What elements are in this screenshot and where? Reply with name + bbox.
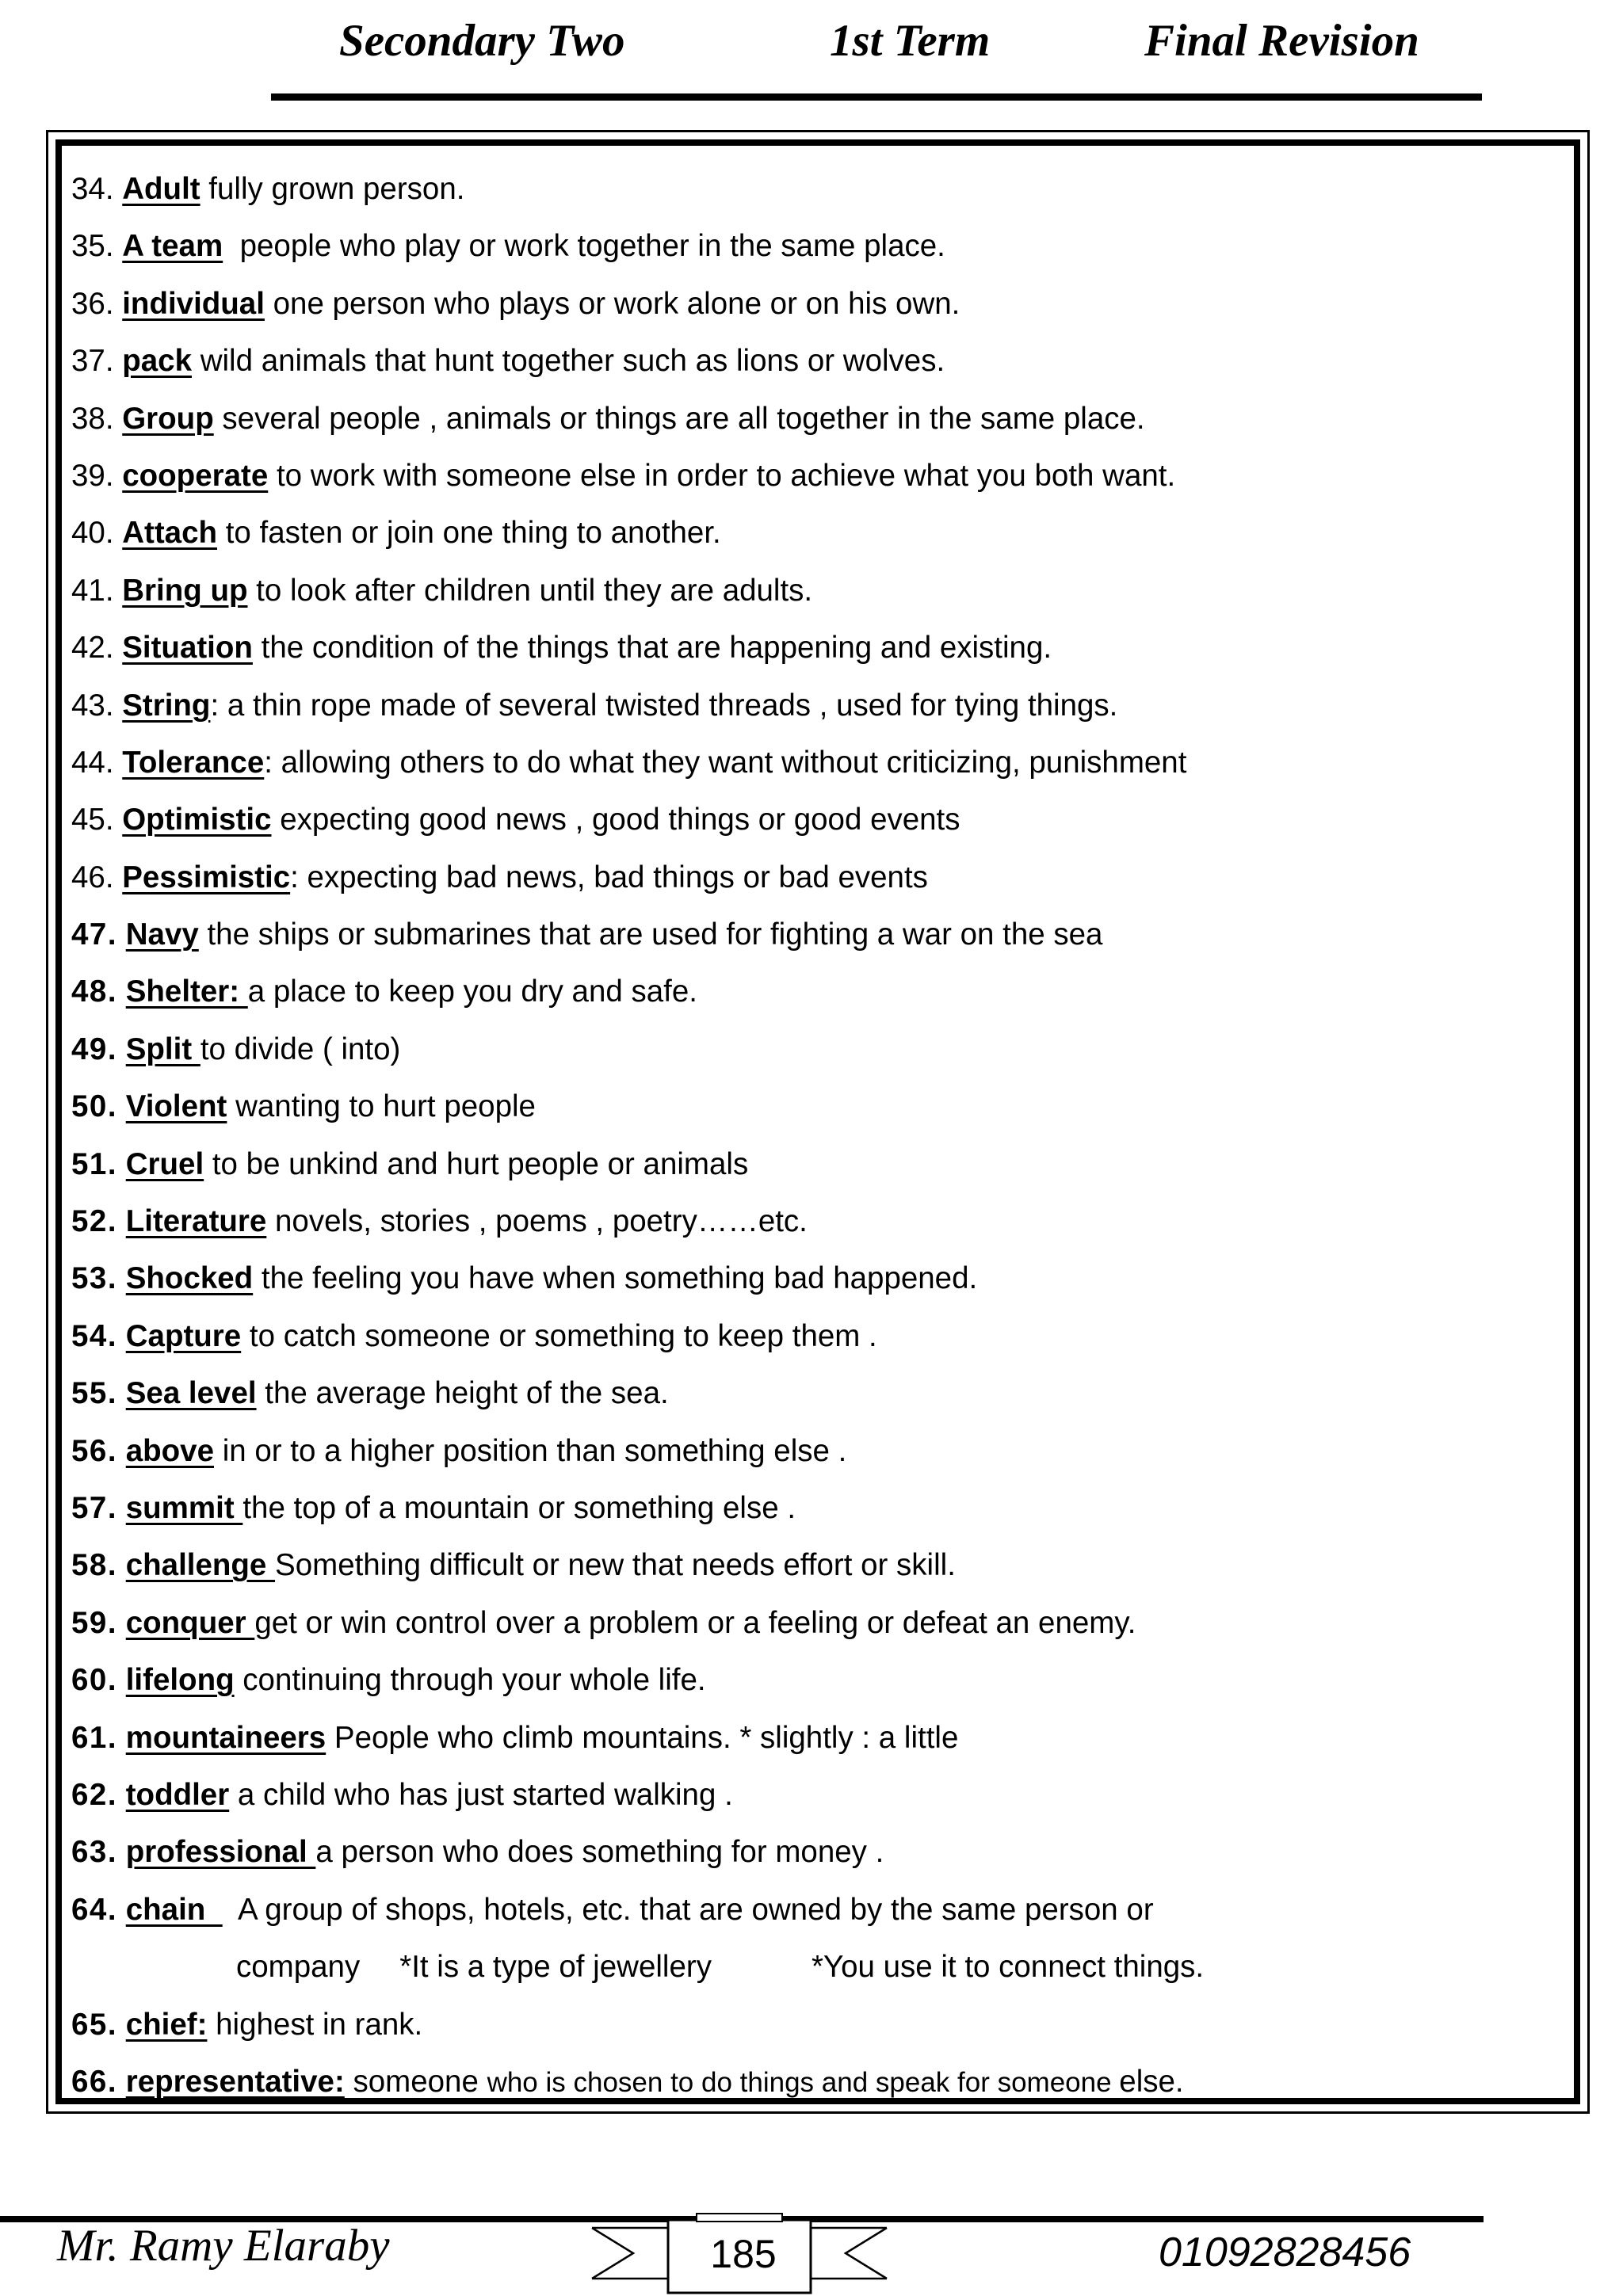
vocab-term: above [125,1433,215,1468]
vocab-term: Attach [122,516,218,551]
vocab-definition-end: else. [1119,2064,1184,2099]
item-number: 65. [71,2007,118,2042]
item-number: 58. [71,1548,118,1583]
vocab-definition: to fasten or join one thing to another. [217,516,721,551]
vocab-definition: to look after children until they are adults. [247,573,813,608]
vocab-term: challenge [125,1548,276,1583]
vocab-definition: to work with someone else in order to achieve what you both want. [268,458,1176,493]
vocab-term: Cruel [125,1146,204,1181]
item-number: 40. [71,516,114,551]
vocab-term: Optimistic [122,803,272,837]
vocab-term: chief: [125,2007,208,2042]
item-number: 55. [71,1376,118,1411]
vocab-definition: continuing through your whole life. [234,1663,706,1698]
list-item [71,1882,1561,1939]
vocab-term: conquer [125,1605,255,1640]
item-number: 46. [71,860,114,894]
vocab-term: Tolerance [122,745,265,780]
item-number: 56. [71,1433,118,1468]
item-number: 60. [71,1663,118,1698]
list-item [71,1710,1561,1767]
list-item [71,1423,1561,1480]
footer-author: Mr. Ramy Elaraby [57,2221,390,2271]
item-number: 39. [71,458,114,493]
continuation-company: company [236,1950,361,1985]
item-number: 53. [71,1261,118,1296]
list-item [71,1537,1561,1594]
vocab-definition: the average height of the sea. [256,1376,669,1411]
vocab-term: Shelter: [125,974,248,1009]
list-item [71,563,1561,620]
item-number: 41. [71,573,114,608]
list-item [71,1136,1561,1193]
vocab-term: Situation [122,631,253,666]
vocab-term: chain [125,1892,223,1927]
vocab-definition: A group of shops, hotels, etc. that are owned by the same person or [222,1892,1154,1927]
vocab-definition: in or to a higher position than something else . [214,1433,847,1468]
vocab-definition: fully grown person. [200,172,465,206]
list-item [71,276,1561,333]
vocab-definition: get or win control over a problem or a feeling or defeat an enemy. [254,1605,1136,1640]
vocab-definition: the condition of the things that are happening and existing. [252,631,1052,666]
item-number: 45. [71,803,114,837]
vocab-definition: wild animals that hunt together such as lions or wolves. [192,344,945,379]
list-item [71,505,1561,562]
list-item [71,1824,1561,1881]
list-item [71,1652,1561,1709]
vocab-definition: People who climb mountains. * slightly : a little [326,1720,959,1755]
item-number: 38. [71,401,114,436]
list-item [71,2054,1561,2111]
vocab-definition: : expecting bad news, bad things or bad events [290,860,928,894]
item-number: 63. [71,1835,118,1870]
item-number: 61. [71,1720,118,1755]
vocab-term: lifelong [125,1663,235,1698]
list-item [71,1997,1561,2054]
vocab-term: Capture [125,1318,242,1353]
continuation-note-jewellery: *It is a type of jewellery [399,1950,712,1985]
item-number: 37. [71,344,114,379]
vocab-term: Pessimistic [122,860,291,894]
vocab-term: toddler [125,1777,230,1812]
vocab-definition: the ships or submarines that are used for fighting a war on the sea [198,917,1103,952]
vocab-definition: a child who has just started walking . [229,1777,733,1812]
list-item [71,1193,1561,1250]
vocab-term: Literature [125,1204,267,1239]
vocab-definition: to divide ( into) [200,1032,401,1066]
list-item [71,1365,1561,1422]
item-number: 62. [71,1777,118,1812]
vocab-definition: one person who plays or work alone or on his own. [264,286,960,321]
list-item [71,1480,1561,1537]
vocab-definition: a person who does something for money . [315,1835,884,1870]
item-number: 47. [71,917,118,952]
vocab-term: individual [122,286,265,321]
item-number: 57. [71,1490,118,1525]
vocab-definition: a place to keep you dry and safe. [247,974,697,1009]
item-number: 49. [71,1032,118,1066]
list-item-continuation [71,1939,1561,1996]
item-number: 54. [71,1318,118,1353]
item-number: 51. [71,1146,118,1181]
continuation-note-connect: *You use it to connect things. [811,1950,1205,1985]
item-number: 34. [71,172,114,206]
footer-phone: 01092828456 [1159,2229,1411,2275]
vocab-term: String [122,688,211,723]
header-rule [271,93,1482,101]
list-item [71,1767,1561,1824]
vocab-term: A team [122,229,223,264]
item-number: 44. [71,745,114,780]
list-item [71,791,1561,849]
item-number: 64. [71,1892,118,1927]
vocab-definition: people who play or work together in the same place. [223,229,945,264]
list-item [71,1308,1561,1365]
item-number: 35. [71,229,114,264]
item-number: 52. [71,1204,118,1239]
list-item [71,333,1561,390]
vocab-term: mountaineers [125,1720,327,1755]
header-subject: Secondary Two [339,16,625,66]
vocab-term: Bring up [122,573,248,608]
header-term: 1st Term [830,16,991,66]
list-item [71,1021,1561,1078]
item-number: 36. [71,286,114,321]
vocab-term: professional [125,1835,316,1870]
list-item [71,849,1561,906]
vocab-term: Split [125,1032,200,1066]
list-item [71,620,1561,677]
vocab-term: pack [122,344,192,379]
vocab-term: Navy [125,917,199,952]
vocab-definition: to be unkind and hurt people or animals [204,1146,749,1181]
vocab-term: cooperate [122,458,269,493]
item-number: 48. [71,974,118,1009]
vocab-definition: expecting good news , good things or good events [271,803,960,837]
list-item [71,963,1561,1020]
vocab-definition: to catch someone or something to keep them . [241,1318,877,1353]
list-item [71,677,1561,734]
item-number: 42. [71,631,114,666]
vocab-definition: several people , animals or things are all together in the same place. [213,401,1145,436]
header-title: Final Revision [1144,16,1419,66]
vocab-term: Shocked [125,1261,254,1296]
vocab-definition: the feeling you have when something bad happened. [253,1261,978,1296]
list-item [71,448,1561,505]
list-item [71,734,1561,791]
item-number: 50. [71,1089,118,1124]
item-number: 66. [71,2064,118,2099]
vocab-definition: Something difficult or new that needs effort or skill. [275,1548,956,1583]
vocab-definition: wanting to hurt people [227,1089,536,1124]
vocab-definition: : allowing others to do what they want without criticizing, punishment [264,745,1187,780]
list-item [71,1595,1561,1652]
vocab-definition: the top of a mountain or something else . [242,1490,796,1525]
vocab-term: representative: [125,2064,345,2099]
item-number: 59. [71,1605,118,1640]
list-item [71,1078,1561,1135]
vocab-term: Adult [122,172,200,206]
vocab-definition: someone [344,2064,487,2099]
vocab-term: summit [125,1490,243,1525]
vocab-definition: highest in rank. [207,2007,423,2042]
list-item [71,1250,1561,1307]
page-number: 185 [710,2232,777,2276]
item-number: 43. [71,688,114,723]
vocab-term: Sea level [125,1376,257,1411]
vocab-definition-small: who is chosen to do things and speak for someone [487,2066,1120,2098]
vocab-term: Group [122,401,214,436]
vocab-definition: : a thin rope made of several twisted threads , used for tying things. [210,688,1118,723]
list-item [71,906,1561,963]
list-item [71,161,1561,218]
vocab-term: Violent [125,1089,227,1124]
list-item [71,391,1561,448]
list-item [71,218,1561,275]
vocab-definition: novels, stories , poems , poetry……etc. [266,1204,808,1239]
vocabulary-list [71,161,1561,2111]
